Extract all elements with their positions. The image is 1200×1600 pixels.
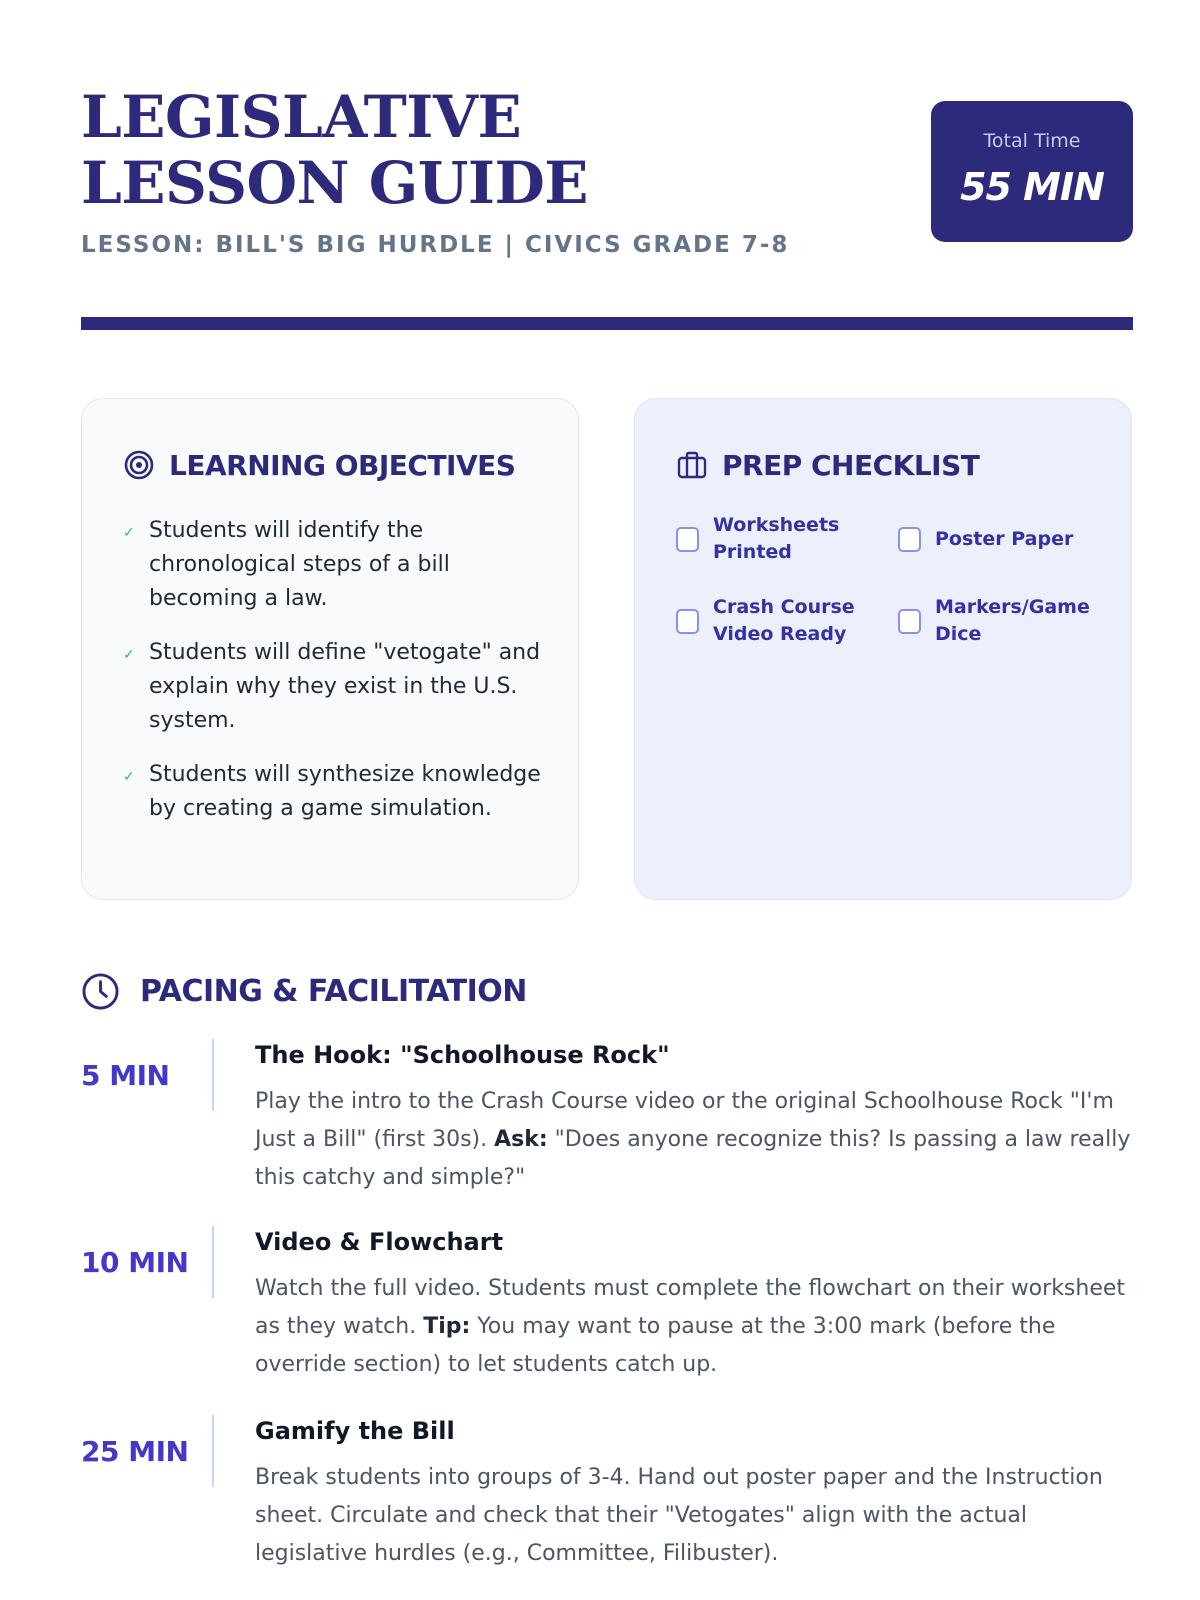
prep-checklist-card [634,398,1132,900]
prep-checklist-header [676,445,979,485]
checkbox[interactable] [898,527,921,552]
lesson-subtitle: LESSON: BILL'S BIG HURDLE | CIVICS GRADE 7-8 [81,232,790,258]
checklist-label: Crash Course Video Ready [713,596,855,645]
checkbox[interactable] [676,609,699,634]
target-icon [123,449,155,481]
checklist-item-markers[interactable] [898,593,1096,649]
briefcase-icon [676,449,708,481]
checklist-item-poster-paper[interactable] [898,511,1096,567]
objective-text: Students will synthesize knowledge by creating a game simulation. [149,762,541,821]
learning-objectives-header [123,445,515,485]
checklist-label: Worksheets Printed [713,514,840,563]
checkbox[interactable] [898,609,921,634]
total-time-value: 55 MIN [960,165,1104,209]
prep-checklist-grid [676,511,1096,649]
pacing-title: PACING & FACILITATION [140,973,527,1009]
checklist-label: Markers/Game Dice [935,596,1090,645]
segment-text: Break students into groups of 3-4. Hand out poster paper and the Instruction sheet. Circulate and check that their "Vetogates" align with the actual legislative hurdles (e.g., Committee, Filibuster). [255,1465,1103,1566]
segment-divider [212,1039,214,1111]
segment-description [255,1083,1135,1197]
check-icon: ✓ [123,769,135,785]
segment-text: "Does anyone recognize this? Is passing a law really this catchy and simple?" [255,1127,1131,1190]
lesson-guide-page [81,0,1133,1600]
segment-description [255,1270,1135,1384]
pacing-header [81,970,527,1012]
check-icon: ✓ [123,525,135,541]
checklist-item-video[interactable] [676,593,898,649]
checkbox[interactable] [676,527,699,552]
segment-duration: 10 MIN [81,1246,189,1279]
segment-text: Watch the full video. Students must complete the flowchart on their worksheet as they watch. [255,1276,1126,1339]
learning-objectives-card [81,398,579,900]
segment-text: Play the intro to the Crash Course video or the original Schoolhouse Rock "I'm Just a Bill" (first 30s). [255,1089,1114,1152]
total-time-label: Total Time [983,130,1081,152]
segment-description [255,1459,1135,1573]
segment-divider [212,1415,214,1487]
segment-divider [212,1226,214,1298]
segment-duration: 25 MIN [81,1435,189,1468]
list-item [123,636,543,738]
segment-emphasis: Tip: [423,1314,471,1339]
segment-text: You may want to pause at the 3:00 mark (before the override section) to let students catch up. [255,1314,1056,1377]
segment-emphasis: Ask: [494,1127,548,1152]
objectives-list [123,514,543,846]
segment-title: Video & Flowchart [255,1228,504,1256]
clock-icon [81,972,120,1011]
learning-objectives-title: LEARNING OBJECTIVES [169,448,516,482]
segment-title: Gamify the Bill [255,1417,455,1445]
list-item [123,758,543,826]
objective-text: Students will identify the chronological steps of a bill becoming a law. [149,518,450,611]
segment-duration: 5 MIN [81,1059,170,1092]
prep-checklist-title: PREP CHECKLIST [722,448,980,482]
header-divider [81,317,1133,330]
check-icon: ✓ [123,647,135,663]
segment-title: The Hook: "Schoolhouse Rock" [255,1041,670,1069]
list-item [123,514,543,616]
total-time-badge [931,101,1133,242]
checklist-label: Poster Paper [935,527,1074,550]
page-title: LEGISLATIVE LESSON GUIDE [81,83,588,217]
objective-text: Students will define "vetogate" and explain why they exist in the U.S. system. [149,640,541,733]
checklist-item-worksheets[interactable] [676,511,898,567]
